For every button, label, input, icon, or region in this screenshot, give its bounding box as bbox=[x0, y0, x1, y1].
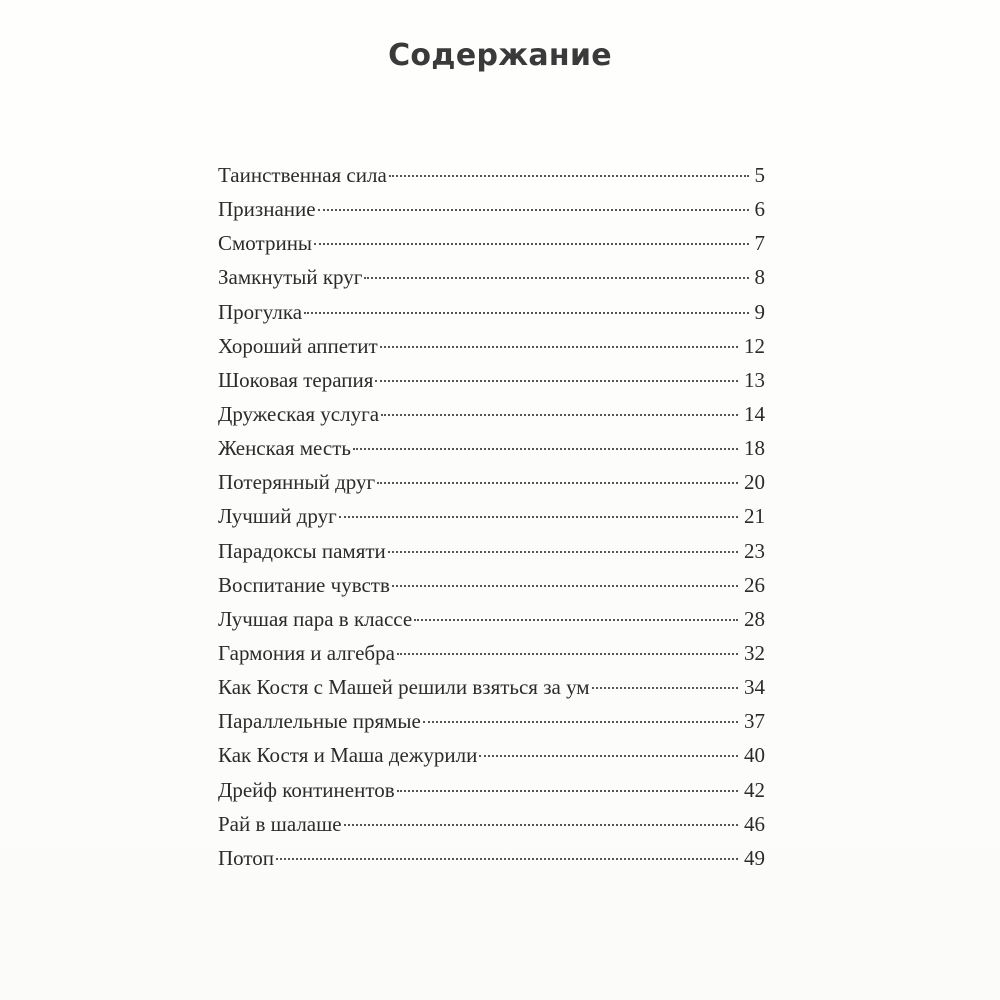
toc-entry bbox=[218, 573, 765, 607]
dot-leader bbox=[380, 346, 738, 348]
toc-entry-title: Прогулка bbox=[218, 299, 303, 324]
toc-entry-title: Как Костя с Машей решили взяться за ум bbox=[218, 675, 590, 700]
toc-entry-title: Дрейф континентов bbox=[218, 777, 395, 802]
toc-entry bbox=[218, 743, 765, 777]
toc-entry bbox=[218, 300, 765, 334]
dot-leader bbox=[318, 209, 749, 211]
toc-entry-title: Потоп bbox=[218, 845, 275, 870]
toc-entry-title: Гармония и алгебра bbox=[218, 640, 395, 665]
toc-entry-title: Таинственная сила bbox=[218, 163, 387, 187]
toc-entry-page: 18 bbox=[744, 436, 765, 461]
toc-entry-title: Женская месть bbox=[218, 436, 351, 461]
dot-leader bbox=[304, 312, 748, 314]
dot-leader bbox=[414, 619, 738, 621]
toc-entry-title: Шоковая терапия bbox=[218, 367, 374, 392]
toc-entry-page: 9 bbox=[754, 299, 765, 324]
toc-entry bbox=[218, 402, 765, 436]
dot-leader bbox=[397, 790, 738, 792]
dot-leader bbox=[389, 175, 749, 177]
toc-entry-title: Воспитание чувств bbox=[218, 572, 390, 597]
dot-leader bbox=[276, 858, 738, 860]
toc-entry bbox=[218, 163, 765, 197]
dot-leader bbox=[353, 448, 738, 450]
toc-entry-page: 23 bbox=[744, 538, 765, 563]
toc-entry-page: 40 bbox=[744, 743, 765, 768]
toc-entry-page: 12 bbox=[744, 333, 765, 358]
toc-entry bbox=[218, 436, 765, 470]
toc-entry bbox=[218, 846, 765, 880]
toc-entry-title: Хороший аппетит bbox=[218, 333, 378, 358]
table-of-contents bbox=[218, 163, 765, 880]
toc-entry bbox=[218, 641, 765, 675]
toc-entry-title: Признание bbox=[218, 197, 316, 222]
toc-entry-title: Как Костя и Маша дежурили bbox=[218, 743, 478, 768]
dot-leader bbox=[381, 414, 738, 416]
dot-leader bbox=[375, 380, 738, 382]
dot-leader bbox=[388, 551, 738, 553]
dot-leader bbox=[397, 653, 738, 655]
toc-entry-page: 14 bbox=[744, 401, 765, 426]
toc-entry-page: 34 bbox=[744, 675, 765, 700]
toc-entry-title: Лучший друг bbox=[218, 504, 337, 529]
toc-entry-title: Лучшая пара в классе bbox=[218, 606, 413, 631]
toc-entry-page: 32 bbox=[744, 640, 765, 665]
toc-entry-title: Парадоксы памяти bbox=[218, 538, 386, 563]
toc-entry-page: 28 bbox=[744, 606, 765, 631]
toc-entry-page: 37 bbox=[744, 709, 765, 734]
toc-entry bbox=[218, 812, 765, 846]
toc-entry bbox=[218, 709, 765, 743]
toc-entry bbox=[218, 607, 765, 641]
dot-leader bbox=[339, 516, 738, 518]
toc-entry-page: 46 bbox=[744, 811, 765, 836]
dot-leader bbox=[314, 243, 748, 245]
toc-entry bbox=[218, 778, 765, 812]
toc-entry-page: 21 bbox=[744, 504, 765, 529]
dot-leader bbox=[377, 482, 738, 484]
toc-entry-title: Смотрины bbox=[218, 231, 313, 256]
toc-entry-page: 49 bbox=[744, 845, 765, 870]
toc-entry bbox=[218, 334, 765, 368]
toc-entry-title: Дружеская услуга bbox=[218, 401, 380, 426]
toc-entry bbox=[218, 265, 765, 299]
toc-entry bbox=[218, 197, 765, 231]
toc-entry bbox=[218, 470, 765, 504]
dot-leader bbox=[364, 277, 748, 279]
dot-leader bbox=[423, 721, 738, 723]
toc-entry bbox=[218, 368, 765, 402]
toc-entry-title: Параллельные прямые bbox=[218, 709, 421, 734]
toc-entry-page: 6 bbox=[754, 197, 765, 222]
toc-entry-page: 42 bbox=[744, 777, 765, 802]
toc-entry-page: 20 bbox=[744, 470, 765, 495]
toc-entry bbox=[218, 675, 765, 709]
dot-leader bbox=[344, 824, 738, 826]
toc-entry-page: 7 bbox=[754, 231, 765, 256]
dot-leader bbox=[392, 585, 738, 587]
dot-leader bbox=[592, 687, 738, 689]
toc-entry-title: Замкнутый круг bbox=[218, 265, 363, 290]
toc-entry-page: 8 bbox=[754, 265, 765, 290]
toc-entry bbox=[218, 231, 765, 265]
toc-entry-title: Рай в шалаше bbox=[218, 811, 342, 836]
toc-entry-page: 5 bbox=[754, 163, 765, 187]
toc-entry-page: 26 bbox=[744, 572, 765, 597]
toc-entry-title: Потерянный друг bbox=[218, 470, 376, 495]
toc-entry bbox=[218, 539, 765, 573]
toc-entry-page: 13 bbox=[744, 367, 765, 392]
page-title: Содержание bbox=[388, 38, 612, 73]
dot-leader bbox=[479, 755, 738, 757]
toc-entry bbox=[218, 504, 765, 538]
